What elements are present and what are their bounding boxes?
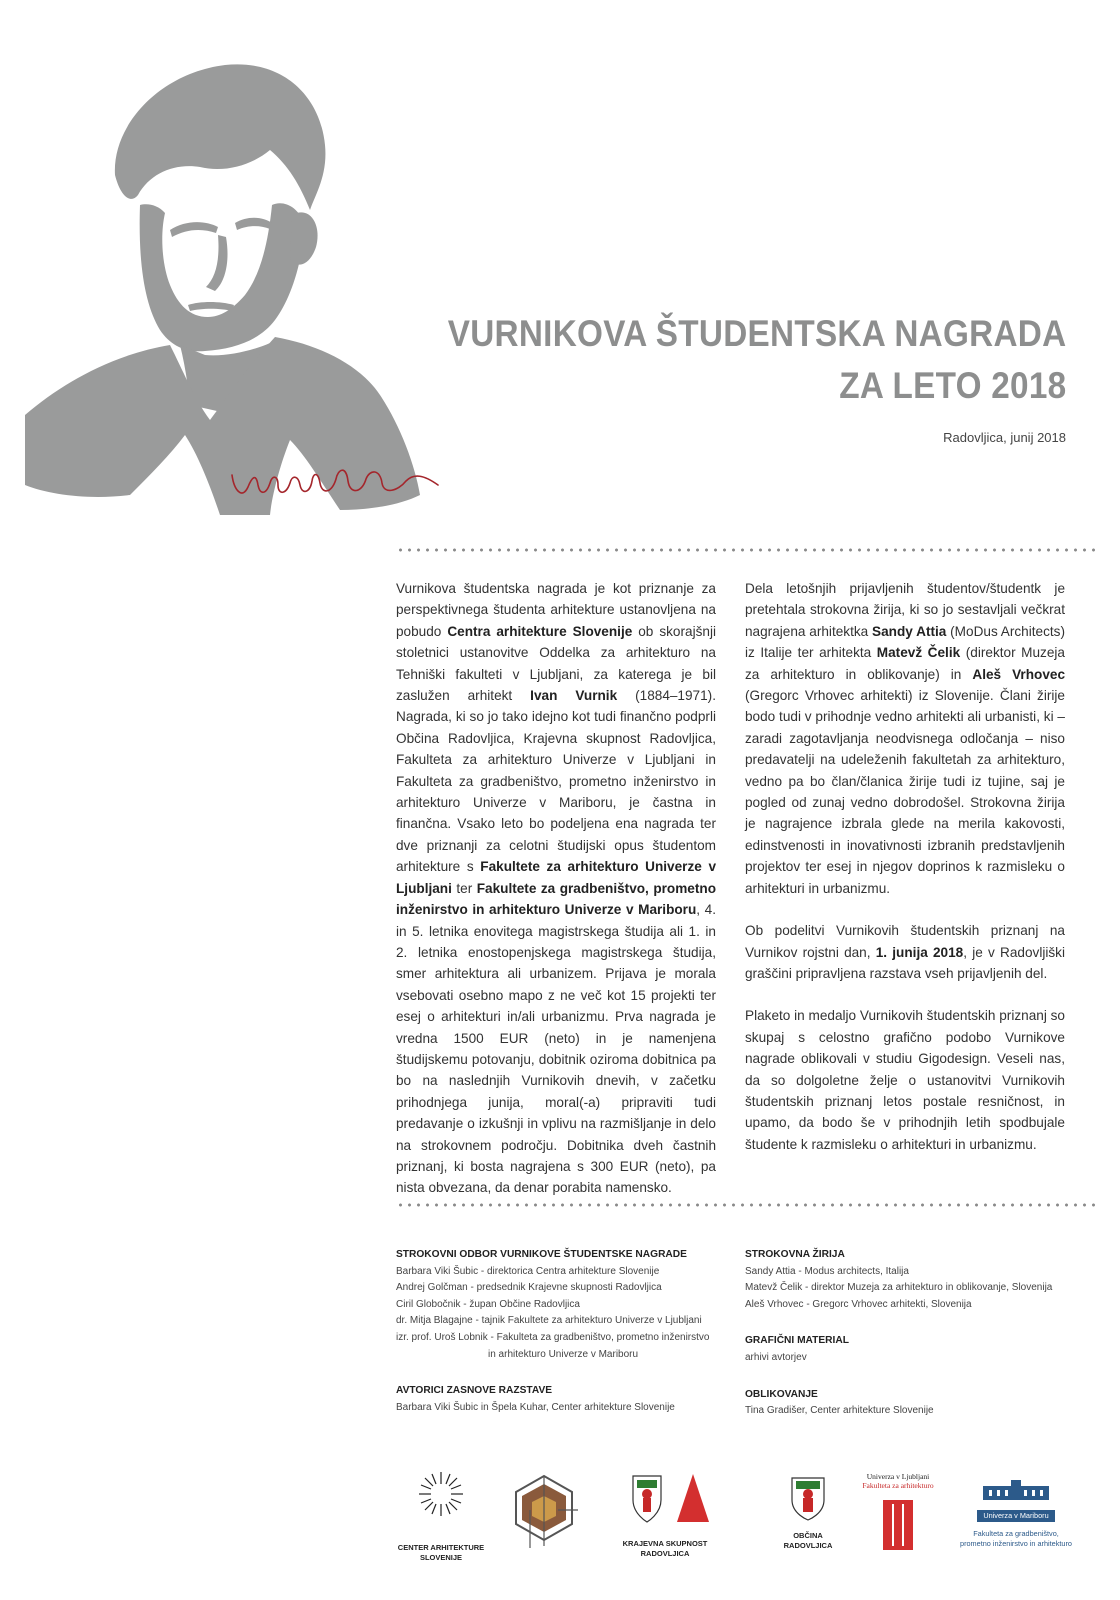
logo-obcina-radovljica — [768, 1470, 848, 1551]
coat-of-arms-and-triangle-icon — [615, 1470, 715, 1524]
bold-emphasis: 1. junija 2018 — [875, 944, 964, 960]
ul-name: Univerza v Ljubljani — [866, 1472, 930, 1481]
credit-block — [396, 1247, 736, 1363]
title-line-2: ZA LETO 2018 — [838, 365, 1066, 406]
body-column-left — [396, 578, 716, 1199]
um-faculty-line1: Fakulteta za gradbeništvo, — [973, 1529, 1059, 1538]
credit-line: Tina Gradišer, Center arhitekture Slovenije — [745, 1405, 934, 1417]
credit-line: Barbara Viki Šubic - direktorica Centra arhitekture Slovenije — [396, 1265, 660, 1277]
logo-cas-caption: CENTER ARHITEKTURE SLOVENIJE — [397, 1543, 485, 1562]
bold-emphasis: Fakultete za arhitekturo Univerze v Ljubljani — [396, 859, 717, 896]
body-paragraph: Vurnikova študentska nagrada je kot priznanje za perspektivnega študenta arhitekture ustanovljena na pobudo Centra arhitekture Slovenije ob skorajšnji stoletnici ustanovitve Oddelka za arhitekturo na Tehniški fakulteti v Ljubljani, za katerega je bil zaslužen arhitekt Ivan Vurnik (1884–1971). Nagrada, ki so jo tako idejno kot tudi finančno podprli Občina Radovljica, Krajevna skupnost Radovljica, Fakulteta za arhitekturo Univerze v Ljubljani in Fakulteta za gradbeništvo, prometno inženirstvo in arhitekturo Univerze v Mariboru, je častna in finančna. Vsako leto bo podeljena ena nagrada ter dve priznanji za celotni študijski opus študentom arhitekture s Fakultete za arhitekturo Univerze v Ljubljani ter Fakultete za gradbeništvo, prometno inženirstvo in arhitekturo Univerze v Mariboru, 4. in 5. letnika enovitega magistrskega študija ali 1. in 2. letnika enostopenjskega magistrskega študija, smer arhitektura ali urbanizem. Prijava je morala vsebovati osebno mapo z ne več kot 15 projekti ter esej o arhitekturi in/ali urbanizmu. Prva nagrada je vredna 1500 EUR (neto) in je namenjena študijskemu potovanju, dobitnik oziroma dobitnica pa bo na naslednjih Vurnikovih dnevih, v začetku prihodnjega junija, moral(-a) pripraviti tudi predavanje o izkušnji in vplivu na razmišljanje in delo na strokovnem področju. Dobitnika dveh častnih priznanj, ki bosta nagrajena s 300 EUR (neto), pa nista obvezana, da denar porabita namensko. — [396, 581, 717, 1196]
credit-line: izr. prof. Uroš Lobnik - Fakulteta za gradbeništvo, prometno inženirstvo — [396, 1331, 710, 1343]
bold-emphasis: Matevž Čelik — [876, 645, 961, 661]
credit-heading: AVTORICI ZASNOVE RAZSTAVE — [396, 1385, 553, 1397]
page-title — [447, 308, 1066, 412]
bold-emphasis: Aleš Vrhovec — [972, 666, 1065, 682]
credit-block — [745, 1387, 1085, 1420]
credit-line: dr. Mitja Blagajne - tajnik Fakultete za arhitekturo Univerze v Ljubljani — [396, 1315, 702, 1327]
sunburst-icon — [417, 1470, 465, 1518]
vurnik-portrait-illustration — [20, 55, 450, 515]
um-name: Univerza v Mariboru — [977, 1510, 1054, 1522]
place-date: Radovljica, junij 2018 — [943, 430, 1066, 445]
credit-heading: STROKOVNA ŽIRIJA — [745, 1249, 845, 1260]
credit-line: Andrej Golčman - predsednik Krajevne skupnosti Radovljica — [396, 1282, 662, 1294]
bold-emphasis: Ivan Vurnik — [530, 688, 618, 704]
logo-center-arhitekture — [396, 1470, 486, 1563]
um-building-icon — [981, 1478, 1051, 1500]
body-column-right — [745, 578, 1065, 1155]
credit-line: Barbara Viki Šubic in Špela Kuhar, Center arhitekture Slovenije — [396, 1401, 675, 1413]
ul-faculty: Fakulteta za arhitekturo — [862, 1481, 934, 1490]
logo-obcina-caption: OBČINA RADOVLJICA — [783, 1531, 833, 1550]
bold-emphasis: Centra arhitekture Slovenije — [447, 623, 633, 639]
um-faculty-line2: prometno inženirstvo in arhitekturo — [960, 1538, 1072, 1548]
logo-ks-caption: KRAJEVNA SKUPNOST RADOVLJICA — [622, 1539, 708, 1558]
dotted-divider-bottom — [396, 1203, 1096, 1207]
body-paragraph: Dela letošnjih prijavljenih študentov/študentk je pretehtala strokovna žirija, ki so jo sestavljali večkrat nagrajena arhitektka Sandy Attia (MoDus Architects) iz Italije ter arhitekta Matevž Čelik (direktor Muzeja za arhitekturo in oblikovanje) in Aleš Vrhovec (Gregorc Vrhovec arhitekti) iz Slovenije. Člani žirije bodo tudi v prihodnje vedno arhitekti ali urbanisti, ki – zaradi zagotavljanja neodvisnega odločanja – niso predavatelji na udeleženih fakultetah za arhitekturo, vedno pa bo član/članica žirije tudi iz tujine, saj je pogled od zunaj vedno dobrodošel. Strokovna žirija je nagrajence izbrala glede na merila kakovosti, edinstvenosti in inovativnosti izbranih predstavljenih projektov ter esej in njegov doprinos k razmisleku o arhitekturi in urbanizmu. — [745, 581, 1065, 896]
credit-block — [745, 1247, 1085, 1313]
credit-block — [745, 1333, 1085, 1366]
logo-ul-fa — [858, 1472, 938, 1555]
credit-line: Matevž Čelik - direktor Muzeja za arhitekturo in oblikovanje, Slovenija — [745, 1282, 1053, 1294]
title-line-1: VURNIKOVA ŠTUDENTSKA NAGRADA — [447, 313, 1066, 354]
credit-line: Sandy Attia - Modus architects, Italija — [745, 1265, 909, 1277]
credit-heading: GRAFIČNI MATERIAL — [745, 1335, 849, 1347]
credit-line: in arhitekturo Univerze v Mariboru — [488, 1348, 639, 1360]
credits-left — [396, 1247, 736, 1436]
credit-line: Aleš Vrhovec - Gregorc Vrhovec arhitekti, Slovenija — [745, 1298, 972, 1310]
dotted-divider-top — [396, 548, 1096, 552]
bold-emphasis: Fakultete za gradbeništvo, prometno inženirstvo in arhitekturo Univerze v Mariboru — [396, 880, 716, 918]
credits-right — [745, 1247, 1085, 1440]
body-paragraph: Plaketo in medaljo Vurnikovih študentskih priznanj so skupaj s celostno grafično podobo Vurnikove nagrade oblikovali v studiu Gigodesign. Veseli nas, da so dolgoletne želje o ustanovitvi Vurnikovih študentskih priznanj letos postale resničnost, in upamo, da bodo še v prihodnjih letih spodbujale študente k razmisleku o arhitekturi in urbanizmu. — [745, 1008, 1065, 1152]
logo-um-fgpa — [956, 1478, 1076, 1548]
logo-krajevna-skupnost — [605, 1470, 725, 1559]
credit-heading: OBLIKOVANJE — [745, 1388, 818, 1400]
obcina-coat-of-arms-icon — [788, 1470, 828, 1522]
body-paragraph: Ob podelitvi Vurnikovih študentskih priznanj na Vurnikov rojstni dan, 1. junija 2018, je v Radovljiški graščini pripravljena razstava vseh prijavljenih del. — [745, 923, 1065, 981]
credit-line: arhivi avtorjev — [745, 1351, 807, 1363]
bold-emphasis: Sandy Attia — [872, 623, 947, 639]
ul-fa-bar-icon — [883, 1500, 913, 1550]
credit-line: Ciril Globočnik - župan Občine Radovljica — [396, 1298, 580, 1310]
cube-emblem-icon — [508, 1470, 580, 1550]
credit-heading: STROKOVNI ODBOR VURNIKOVE ŠTUDENTSKE NAGRADE — [396, 1249, 687, 1260]
credit-block — [396, 1383, 736, 1416]
